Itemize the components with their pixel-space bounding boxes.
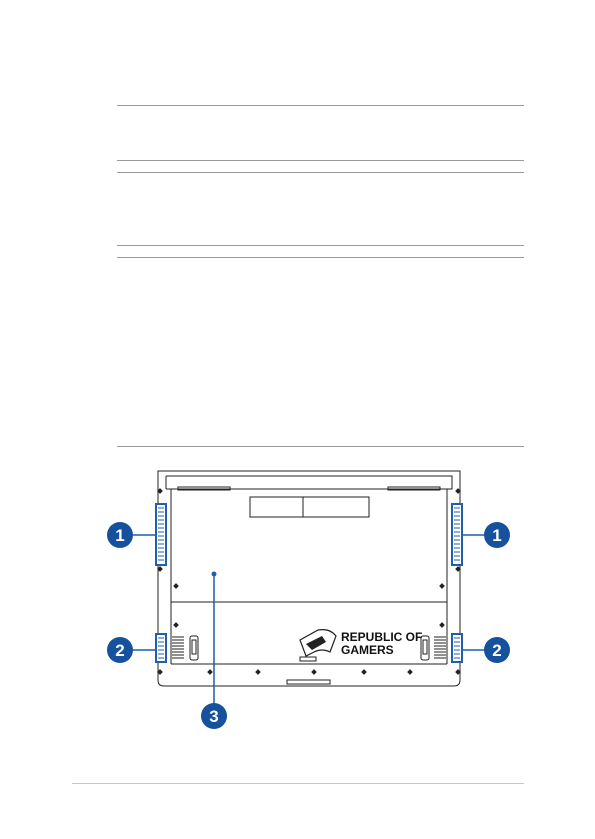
callout-1-left-label: 1 bbox=[115, 526, 125, 545]
callout-3 bbox=[201, 703, 227, 729]
callout-1-right-label: 1 bbox=[492, 526, 502, 545]
logo-text-line2: GAMERS bbox=[341, 643, 394, 657]
callout-1-right bbox=[484, 522, 510, 548]
callout-2-left-label: 2 bbox=[115, 641, 125, 660]
lower-left-speaker bbox=[156, 634, 198, 662]
label-sticker bbox=[250, 497, 369, 517]
callout-2-left bbox=[107, 637, 133, 663]
callout-2-right bbox=[484, 637, 510, 663]
access-panel-marker-dot bbox=[212, 572, 217, 577]
callout-1-left bbox=[107, 522, 133, 548]
rog-logo bbox=[300, 630, 422, 661]
logo-text-line1: REPUBLIC OF bbox=[341, 630, 423, 644]
upper-right-speaker bbox=[452, 504, 462, 565]
callout-2-right-label: 2 bbox=[492, 641, 502, 660]
upper-left-speaker bbox=[156, 504, 166, 565]
callout-3-label: 3 bbox=[209, 707, 219, 726]
lower-right-speaker bbox=[421, 634, 462, 662]
leader-lines bbox=[133, 535, 485, 704]
